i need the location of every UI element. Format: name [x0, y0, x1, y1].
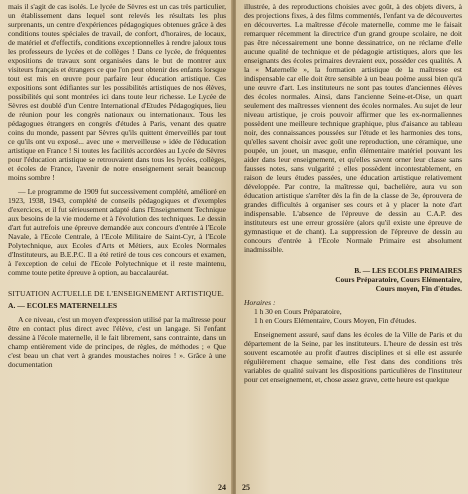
paragraph-maternelles: A ce niveau, c'est un moyen d'expression utilisé par la maîtresse pour être en contact plus direct avec l'élève, c'est un langage. Si l'enfant dessine à l'école maternelle, il le fait librement, sans contrainte, dans un champ entièrement vide de principes, de règles, de méthodes ; « Que c'est beau un chat vert à grandes moustaches noires ! ». Grâce à une documentation — [8, 315, 226, 369]
section-heading-block — [8, 289, 226, 310]
right-page — [236, 0, 468, 494]
section-subtitle-cours-1: Cours Préparatoire, Cours Elémentaire, — [335, 275, 462, 284]
section-subtitle-maternelles: A. — ECOLES MATERNELLES — [8, 301, 118, 310]
schedule-line-1: 1 h 30 en Cours Préparatoire, — [254, 307, 342, 316]
right-text-column — [244, 2, 462, 384]
paragraph-programme-1909: — Le programme de 1909 fut successivement complété, amélioré en 1923, 1938, 1943, complété de conseils pédagogiques et d'exemples d'exercices, et il fut sérieusement adapté dans l'Enseignement Technique aux besoins de la vie moderne et à l'évolution des techniques. Le dessin d'art fut autrefois une épreuve demandée aux concours d'entrée à l'Ecole Navale, à l'Ecole Centrale, à l'Ecole Militaire de Saint-Cyr, à l'Ecole Polytechnique, aux Ecoles d'Arts et Métiers, aux Ecoles Normales d'Instituteurs, au B.E.P.C. Il a été retiré de tous ces concours et examen, à l'exception de celui de l'Ecole Polytechnique et il reste maintenu, comme toute petite épreuve à option, au baccalauréat. — [8, 187, 226, 277]
left-page — [0, 0, 232, 494]
schedule-line-2: 1 h en Cours Elémentaire, Cours Moyen, Fin d'études. — [254, 316, 417, 325]
page-number-left: 24 — [218, 483, 226, 492]
section-subtitle-cours-2: Cours moyen, Fin d'études. — [375, 284, 462, 293]
section-title-primaires: B. — LES ECOLES PRIMAIRES — [354, 266, 462, 275]
section-title: SITUATION ACTUELLE DE L'ENSEIGNEMENT ARTISTIQUE. — [8, 289, 225, 298]
horaires-label: Horaires : — [244, 298, 276, 307]
paragraph-maternelle-maitresse: illustrée, à des reproductions choisies avec goût, à des objets divers, à des projections fixes, à des films commentés, l'enfant va de découvertes en découvertes. La maîtresse d'école maternelle, comme me le faisait remarquer récemment la directrice d'un grand groupe scolaire, ne doit pas être nécessairement une bonne dessinatrice, on ne réclame d'elle aucune qualité de technique et de pédagogie artistiques, alors que les enseignants des écoles primaires devraient eux, posséder ces qualités. A la « Maternelle », la formation artistique de la maîtresse est indispensable car elle doit être sensible à un beau poème aussi bien qu'à une œuvre d'art. Les instituteurs ne sont pas toutes d'anciennes élèves des écoles normales. Ainsi, dans l'ancienne Seine-et-Oise, un quart seulement des maîtresses viennent des écoles normales. Au sujet de leur niveau artistique, je crois pouvoir affirmer que les ex-normaliennes possèdent une meilleure technique graphique, plus d'aisance au tableau noir, des connaissances poussées sur l'étude et les harmonies des tons, qu'elles savent choisir avec goût une reproduction, une céramique, une poupée, un jouet, un masque, enfin élémentaire matériel pouvant les aider dans leur enseignement, et qu'elles savent orner leur classe sans fausses notes, sans vulgarité ; elles possèdent incontestablement, en raison de leurs études passées, une éducation artistique relativement développée. Par contre, la maîtresse qui, bachelière, aura vu son éducation artistique s'arrêter dès la fin de la classe de 3e, éprouvera de grandes difficultés à organiser ses cours et à y placer la note d'art indispensable. L'absence de l'épreuve de dessin au C.A.P. des instituteurs est une erreur grossière (alors qu'il existe une épreuve de gymnastique et de chant). La suppression de l'épreuve de dessin au concours d'entrée à l'Ecole Normale Primaire est absolument inadmissible. — [244, 2, 462, 254]
left-text-column — [8, 2, 226, 369]
paragraph-sevres: mais il s'agit de cas isolés. Le lycée de Sèvres est un cas très particulier, un établissement dans lequel sont relevés les résultats les plus surprenants, un centre d'expériences pédagogiques obtenues grâce à des conditions toutes spéciales de travail, de confort, d'horaires, de locaux, de matériel et d'effectifs, conditions exceptionnelles à rendre jaloux tous les professeurs de lycées et de collèges ! Dans ce lycée, de fréquentes expositions de travaux sont organisées dans le but de montrer aux visiteurs français et étrangers ce que l'on peut obtenir des enfants lorsque tout est mis en œuvre pour parfaire leur éducation artistique. Ces expositions sont édifiantes sur les possibilités artistiques de nos élèves, possibilités qui sont montrées ici dans toute leur richesse. Le Lycée de Sèvres est doublé d'un Centre International d'Etudes Pédagogiques, lieu de réunion pour les congrès nationaux ou internationaux. Tous les pédagogues étrangers en congrès d'études à Paris, venant des quatre coins du monde, passent par Sèvres qu'ils quittent émerveillés par tout ce qu'ils ont vu exposé... avec une « merveilleuse » idée de l'éducation artistique en France ! Si toutes les facilités accordées au Lycée de Sèvres pour l'éducation artistique se retrouvaient dans tous les lycées, collèges, et écoles de France, l'avenir de notre enseignement serait beaucoup moins sombre ! — [8, 2, 226, 182]
paragraph-primaires: Enseignement assuré, sauf dans les écoles de la Ville de Paris et du département de la Seine, par les instituteurs. L'heure de dessin est très souvent escamotée au profit d'autres disciplines et si elle est assurée régulièrement chaque semaine, elle l'est dans des conditions très variables de qualité suivant les dispositions particulières de l'instituteur pour cet enseignement, et, chose assez grave, cette heure est quelque — [244, 330, 462, 384]
page-number-right: 25 — [242, 483, 250, 492]
